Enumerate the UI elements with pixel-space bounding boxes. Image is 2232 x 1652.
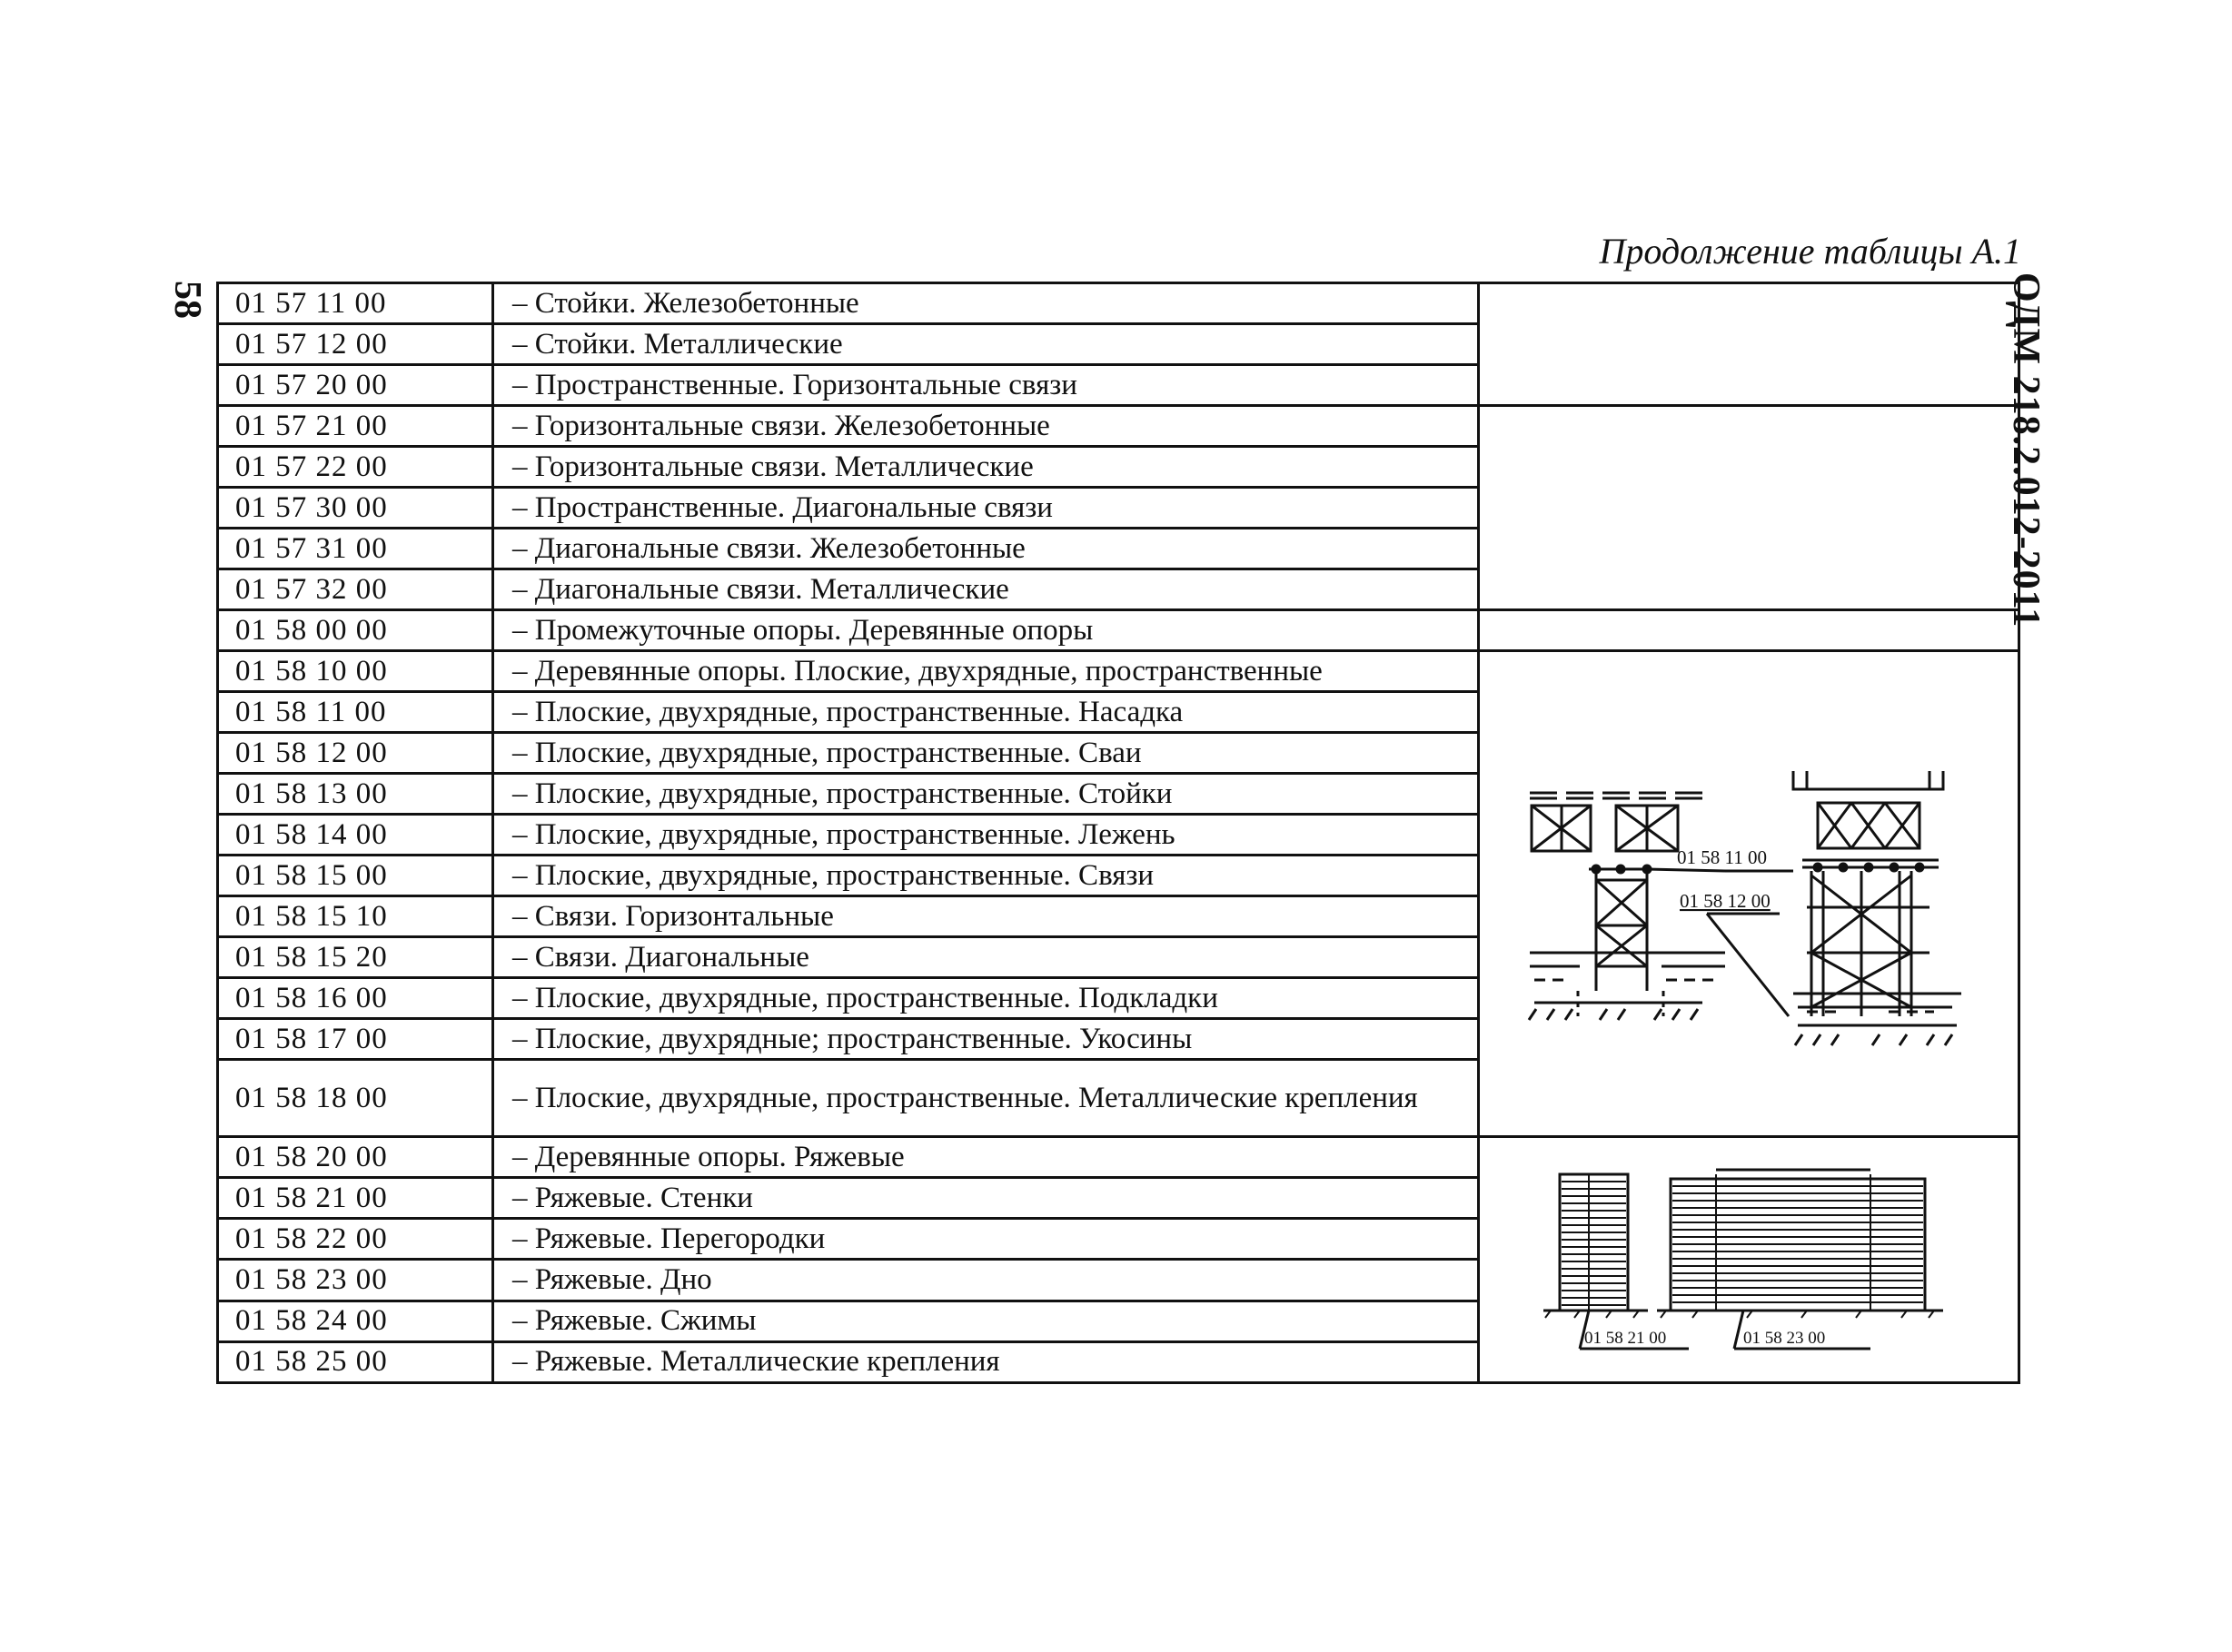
code-cell: 01 58 15 00 — [218, 856, 493, 896]
description-cell: – Горизонтальные связи. Металлические — [493, 447, 1479, 488]
code-cell: 01 58 24 00 — [218, 1301, 493, 1341]
description-cell: – Плоские, двухрядные; пространственные. Укосины — [493, 1019, 1479, 1060]
crib-support-figure-cell — [1479, 1137, 2019, 1383]
code-cell: 01 58 16 00 — [218, 978, 493, 1019]
code-cell: 01 58 10 00 — [218, 651, 493, 692]
description-cell: – Плоские, двухрядные, пространственные. Насадка — [493, 692, 1479, 733]
table-row — [218, 283, 2019, 324]
description-cell: – Ряжевые. Сжимы — [493, 1301, 1479, 1341]
image-cell-empty — [1479, 610, 2019, 651]
description-cell: – Стойки. Железобетонные — [493, 283, 1479, 324]
code-cell: 01 57 22 00 — [218, 447, 493, 488]
page-number: 58 — [166, 281, 208, 319]
description-cell: – Деревянные опоры. Ряжевые — [493, 1137, 1479, 1178]
pile-support-drawing — [1480, 653, 2019, 1134]
code-cell: 01 58 15 10 — [218, 896, 493, 937]
code-cell: 01 58 14 00 — [218, 815, 493, 856]
description-cell: – Деревянные опоры. Плоские, двухрядные, пространственные — [493, 651, 1479, 692]
description-cell: – Плоские, двухрядные, пространственные. Лежень — [493, 815, 1479, 856]
figure-label-piles: 01 58 12 00 — [1680, 890, 1771, 912]
code-cell: 01 57 30 00 — [218, 488, 493, 529]
code-cell: 01 58 25 00 — [218, 1341, 493, 1382]
classification-table — [216, 282, 2020, 1384]
crib-support-drawing — [1480, 1138, 2019, 1381]
description-cell: – Диагональные связи. Железобетонные — [493, 529, 1479, 569]
image-cell-empty — [1479, 283, 2019, 406]
code-cell: 01 57 21 00 — [218, 406, 493, 447]
code-cell: 01 58 22 00 — [218, 1219, 493, 1260]
description-cell: – Плоские, двухрядные, пространственные. Металлические крепления — [493, 1060, 1479, 1137]
code-cell: 01 58 21 00 — [218, 1178, 493, 1219]
code-cell: 01 58 00 00 — [218, 610, 493, 651]
image-cell-empty — [1479, 406, 2019, 610]
description-cell: – Связи. Горизонтальные — [493, 896, 1479, 937]
code-cell: 01 58 13 00 — [218, 774, 493, 815]
code-cell: 01 57 12 00 — [218, 324, 493, 365]
description-cell: – Горизонтальные связи. Железобетонные — [493, 406, 1479, 447]
code-cell: 01 57 11 00 — [218, 283, 493, 324]
description-cell: – Связи. Диагональные — [493, 937, 1479, 978]
description-cell: – Промежуточные опоры. Деревянные опоры — [493, 610, 1479, 651]
code-cell: 01 57 20 00 — [218, 365, 493, 406]
description-cell: – Плоские, двухрядные, пространственные. Сваи — [493, 733, 1479, 774]
code-cell: 01 57 32 00 — [218, 569, 493, 610]
figure-label-cap: 01 58 11 00 — [1677, 846, 1767, 868]
figure-label-bottom: 01 58 23 00 — [1743, 1329, 1826, 1348]
table-row — [218, 406, 2019, 447]
code-cell: 01 58 20 00 — [218, 1137, 493, 1178]
table-row — [218, 610, 2019, 651]
description-cell: – Диагональные связи. Металлические — [493, 569, 1479, 610]
document-code: ОДМ 218.2.012-2011 — [2005, 272, 2047, 628]
description-cell: – Плоские, двухрядные, пространственные. Связи — [493, 856, 1479, 896]
description-cell: – Ряжевые. Дно — [493, 1260, 1479, 1301]
code-cell: 01 58 11 00 — [218, 692, 493, 733]
description-cell: – Ряжевые. Перегородки — [493, 1219, 1479, 1260]
description-cell: – Ряжевые. Стенки — [493, 1178, 1479, 1219]
figure-label-walls: 01 58 21 00 — [1584, 1329, 1667, 1348]
code-cell: 01 57 31 00 — [218, 529, 493, 569]
table-caption: Продолжение таблицы А.1 — [1599, 231, 2021, 272]
code-cell: 01 58 23 00 — [218, 1260, 493, 1301]
table-row — [218, 651, 2019, 692]
description-cell: – Ряжевые. Металлические крепления — [493, 1341, 1479, 1382]
description-cell: – Плоские, двухрядные, пространственные. Подкладки — [493, 978, 1479, 1019]
code-cell: 01 58 17 00 — [218, 1019, 493, 1060]
pile-support-figure-cell — [1479, 651, 2019, 1137]
code-cell: 01 58 15 20 — [218, 937, 493, 978]
code-cell: 01 58 18 00 — [218, 1060, 493, 1137]
description-cell: – Пространственные. Горизонтальные связи — [493, 365, 1479, 406]
description-cell: – Пространственные. Диагональные связи — [493, 488, 1479, 529]
code-cell: 01 58 12 00 — [218, 733, 493, 774]
description-cell: – Плоские, двухрядные, пространственные. Стойки — [493, 774, 1479, 815]
description-cell: – Стойки. Металлические — [493, 324, 1479, 365]
table-row — [218, 1137, 2019, 1178]
